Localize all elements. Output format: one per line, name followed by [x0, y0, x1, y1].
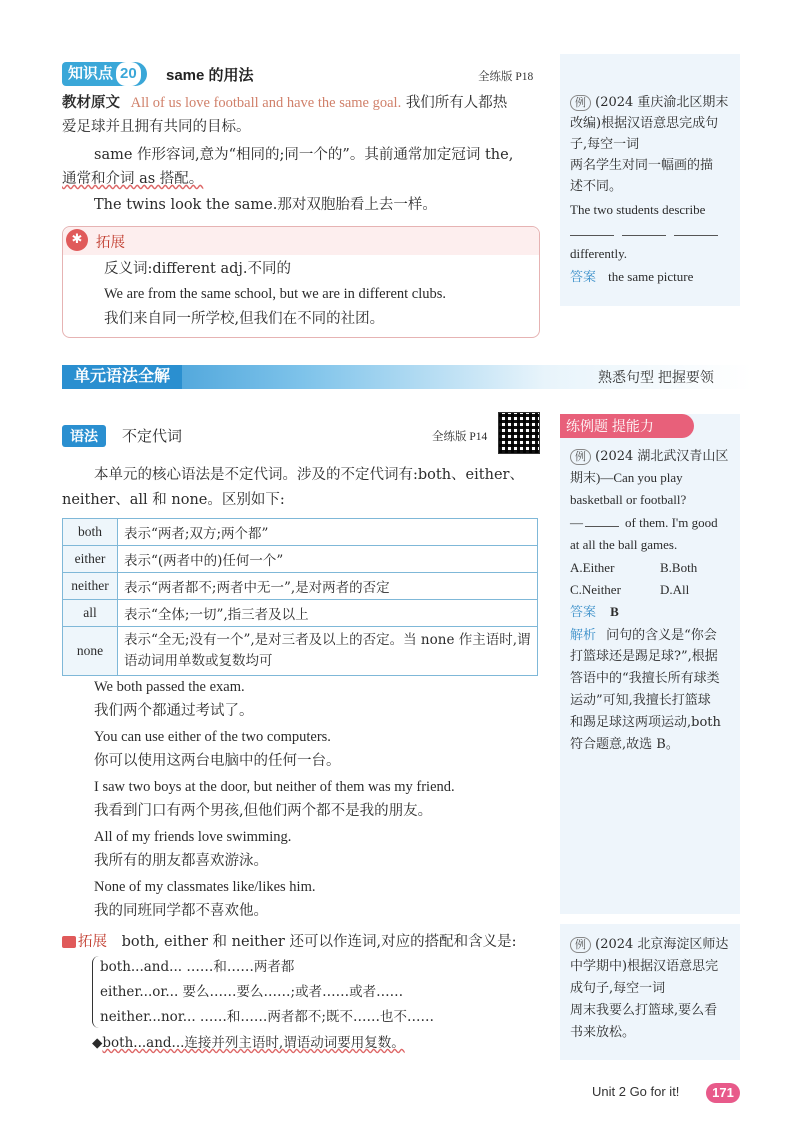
example-translation: 你可以使用这两台电脑中的任何一台。 — [94, 753, 341, 769]
exercise-2-line-5: at all the ball games. — [570, 537, 678, 552]
table-key: none — [63, 627, 118, 676]
brace — [92, 956, 99, 1028]
table-row — [63, 627, 538, 676]
pair-neither-nor: neither...nor... ……和……两者都不;既不……也不…… — [100, 1009, 434, 1025]
exercise-3-line-3: 成句子,每空一词 — [570, 981, 666, 996]
source-text — [62, 92, 540, 114]
explanation-line: 打篮球还是踢足球?”,根据 — [570, 649, 718, 664]
knowledge-point-title: same 的用法 — [166, 67, 254, 84]
example-sentence: You can use either of the two computers. — [94, 729, 331, 745]
grammar-title: 不定代词 — [122, 427, 183, 445]
table-row — [63, 546, 538, 573]
exercise-1-answer: 答案 the same picture — [570, 269, 694, 284]
knowledge-point-label: 知识点 — [68, 65, 114, 82]
source-english: All of us love football and have the same goal. — [130, 95, 402, 111]
exercise-3-line-2: 中学期中)根据汉语意思完 — [570, 959, 719, 974]
exercise-1-line-6: The two students describe — [570, 202, 706, 217]
exercise-2-explanation: 解析 问句的含义是“你会 — [570, 627, 717, 643]
knowledge-point-badge — [62, 62, 147, 86]
extension-line-2: We are from the same school, but we are in different clubs. — [104, 286, 447, 302]
extension-title: 拓展 — [96, 235, 125, 251]
example-sentence: I saw two boys at the door, but neither of them was my friend. — [94, 779, 455, 795]
star-icon: ✱ — [66, 229, 88, 251]
exercise-3-line-4: 周末我要么打篮球,要么看 — [570, 1003, 718, 1018]
grammar-intro-1: 本单元的核心语法是不定代词。涉及的不定代词有:both、either、 — [94, 467, 524, 483]
table-key: either — [63, 546, 118, 573]
grammar-note: ◆both...and...连接并列主语时,谓语动词要用复数。 — [92, 1035, 405, 1051]
grammar-ref: 全练版 P14 — [432, 431, 488, 443]
example-badge: 例 — [570, 937, 591, 953]
exercise-1-text: 例 (2024 重庆渝北区期末 — [570, 92, 738, 113]
example-translation: 我看到门口有两个男孩,但他们两个都不是我的朋友。 — [94, 803, 433, 819]
exercise-3-line-5: 书来放松。 — [570, 1025, 636, 1040]
unit-grammar-title: 单元语法全解 — [62, 365, 182, 389]
table-key: all — [63, 600, 118, 627]
grammar-intro-2: neither、all 和 none。区别如下: — [62, 492, 285, 508]
blank-3[interactable] — [674, 223, 718, 236]
source-chinese: 我们所有人都热 — [405, 95, 508, 111]
table-value: 表示“两者都不;两者中无一”,是对两者的否定 — [118, 573, 538, 600]
example-badge: 例 — [570, 95, 591, 111]
blank-2[interactable] — [622, 223, 666, 236]
exercise-1-line-3: 子,每空一词 — [570, 137, 640, 152]
extension-icon — [62, 936, 76, 948]
blank-answer[interactable] — [585, 514, 619, 527]
table-row — [63, 519, 538, 546]
pair-either-or: either...or... 要么……要么……;或者……或者…… — [100, 984, 404, 1000]
exercise-1-line-7: differently. — [570, 246, 628, 261]
example-badge: 例 — [570, 449, 591, 465]
grammar-extension: 拓展 both, either 和 neither 还可以作连词,对应的搭配和含义是: — [62, 930, 516, 951]
practice-ref: 全练版 P18 — [478, 71, 534, 83]
blank-1[interactable] — [570, 223, 614, 236]
extension-line-1: 反义词:different adj.不同的 — [104, 261, 292, 277]
same-explanation-1: same 作形容词,意为“相同的;同一个的”。其前通常加定冠词 the, — [94, 147, 514, 163]
exercise-2-text: 例 (2024 湖北武汉青山区 — [570, 446, 738, 467]
exercise-1-line-2: 改编)根据汉语意思完成句 — [570, 116, 719, 131]
table-key: neither — [63, 573, 118, 600]
explanation-line: 和踢足球这两项运动,both — [570, 715, 721, 730]
same-explanation-2: 通常和介词 as 搭配。 — [62, 171, 204, 187]
exercise-1-line-4: 两名学生对同一幅画的描 — [570, 158, 714, 173]
pair-both-and: both...and... ……和……两者都 — [100, 959, 295, 975]
grammar-label: 语法 — [62, 425, 106, 447]
table-value: 表示“全体;一切”,指三者及以上 — [118, 600, 538, 627]
exercise-2-line-2: 期末)—Can you play — [570, 470, 683, 485]
table-key: both — [63, 519, 118, 546]
explanation-line: 答语中的“我擅长所有球类 — [570, 671, 720, 686]
exercise-2-line-3: basketball or football? — [570, 492, 687, 507]
table-value: 表示“全无;没有一个”,是对三者及以上的否定。当 none 作主语时,谓语动词用单数或复数均可 — [118, 627, 538, 676]
example-translation: 我的同班同学都不喜欢他。 — [94, 903, 268, 919]
exercise-1-blanks — [570, 222, 738, 243]
example-sentence: We both passed the exam. — [94, 679, 245, 695]
unit-label: Unit 2 Go for it! — [592, 1084, 680, 1099]
same-example: The twins look the same.那对双胞胎看上去一样。 — [94, 197, 437, 213]
exercise-2-line-4: — of them. I'm good — [570, 515, 718, 530]
explanation-line: 符合题意,故选 B。 — [570, 737, 679, 752]
source-chinese-cont: 爱足球并且拥有共同的目标。 — [62, 119, 251, 135]
extension-header — [63, 227, 539, 255]
diamond-icon: ◆ — [92, 1035, 103, 1051]
exercise-1-line-5: 述不同。 — [570, 179, 623, 194]
pronoun-table — [62, 518, 538, 676]
table-value: 表示“(两者中的)任何一个” — [118, 546, 538, 573]
explanation-line: 运动”可知,我擅长打篮球 — [570, 693, 711, 708]
exercise-3-text: 例 (2024 北京海淀区师达 — [570, 934, 738, 955]
options-row-1: A.Either B.Both — [570, 560, 698, 575]
table-value: 表示“两者;双方;两个都” — [118, 519, 538, 546]
source-label: 教材原文 — [62, 94, 120, 111]
extension-line-3: 我们来自同一所学校,但我们在不同的社团。 — [104, 311, 385, 327]
example-translation: 我们两个都通过考试了。 — [94, 703, 254, 719]
table-row — [63, 600, 538, 627]
example-sentence: All of my friends love swimming. — [94, 829, 292, 845]
example-translation: 我所有的朋友都喜欢游泳。 — [94, 853, 268, 869]
qr-code-icon[interactable] — [498, 412, 540, 454]
banner-tagline: 熟悉句型 把握要领 — [598, 369, 714, 385]
options-row-2: C.Neither D.All — [570, 582, 690, 597]
table-row — [63, 573, 538, 600]
example-sentence: None of my classmates like/likes him. — [94, 879, 316, 895]
exercise-2-answer: 答案 B — [570, 604, 619, 619]
knowledge-point-number: 20 — [116, 62, 141, 86]
practice-header: 练例题 提能力 — [560, 414, 694, 438]
page-number: 171 — [706, 1083, 740, 1103]
